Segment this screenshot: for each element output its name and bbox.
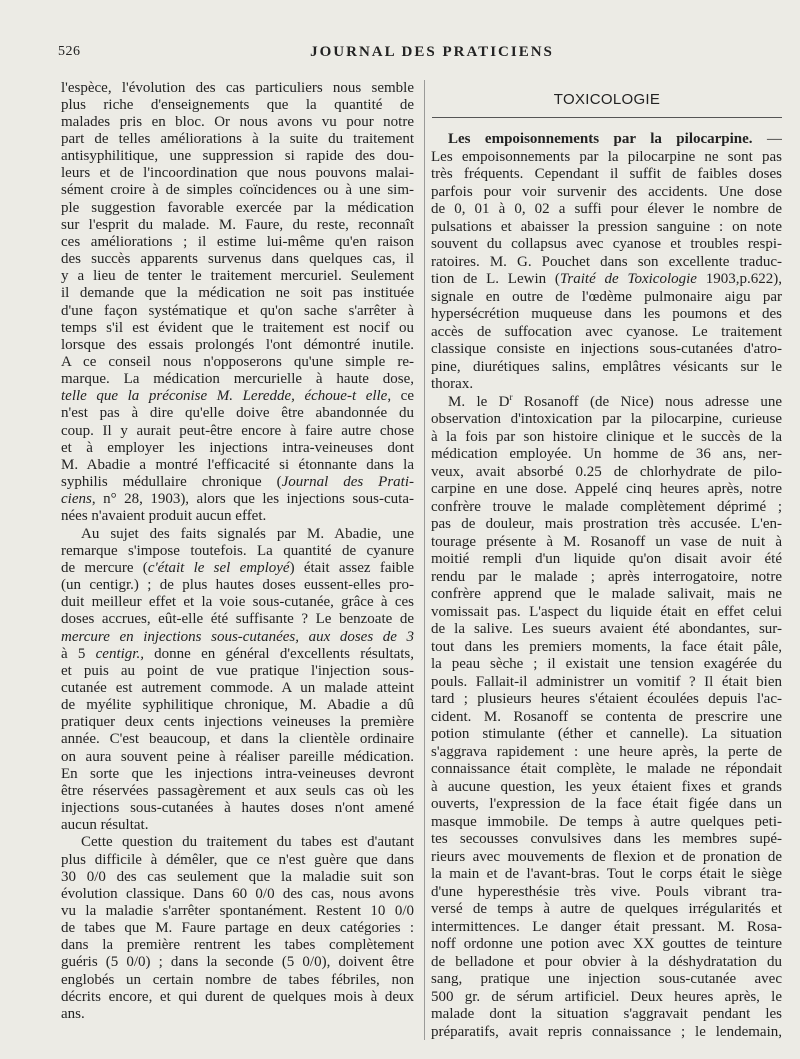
text-line: observation d'intoxication par la pilocarpine, curieuse <box>431 411 782 427</box>
text-line: ces améliorations ; il estime lui-même qu'en raison <box>61 233 414 250</box>
text-run: 1903,p.622), <box>696 271 782 287</box>
text-run: , n° 28, 1903), alors que les injections sous-cuta- <box>91 491 414 508</box>
text-line: pratiquer deux cents injections veineuses la première <box>61 714 414 731</box>
text-line: ouverts, l'expression de la face était figée dans un <box>431 796 782 812</box>
text-line: Cette question du traitement du tabes est d'autant <box>81 834 414 851</box>
text-line <box>61 388 414 405</box>
text-line: A ce conseil nous n'opposerons qu'une simple re- <box>61 354 414 370</box>
superscript: r <box>509 393 513 403</box>
text-line: accès de suffocation avec cyanose. Le traitement <box>431 323 782 340</box>
text-line: de la salive. Les sueurs avaient été abondantes, sur- <box>431 621 782 637</box>
text-line: intermittences. Le danger était pressant. M. Rosa- <box>431 918 782 935</box>
text-line <box>61 629 414 646</box>
text-line: la main et de l'avant-bras. Tout le corps était le siège <box>431 866 782 882</box>
text-line: d'une façon systématique et qu'on sache s'arrêter à <box>61 302 414 319</box>
text-line: ple suggestion favorable exercée par la médication <box>61 199 414 216</box>
text-line: cutanée est autrement commode. A un malade atteint <box>61 679 414 696</box>
text-line: hypersécrétion muqueuse dans les poumons et des <box>431 306 782 322</box>
text-line: et puis au point de vue pratique l'injection sous- <box>61 662 414 679</box>
text-line <box>61 474 414 491</box>
text-line: Les empoisonnements par la pilocarpine ne sont pas <box>431 148 782 165</box>
page-number: 526 <box>58 44 81 59</box>
text-line <box>431 131 782 149</box>
paragraph <box>61 834 414 1023</box>
text-line: injections sous-cutanées à hautes doses n'ont amené <box>61 800 414 817</box>
text-line: moitié rempli d'un liquide qu'on disait avoir été <box>431 551 782 567</box>
text-line: année. C'est beaucoup, et dans la clientèle ordinaire <box>61 731 414 748</box>
text-line: part de telles améliorations à la suite du traitement <box>61 130 414 147</box>
text-line <box>431 394 782 412</box>
text-line: parfois pour voir survenir des accidents. Une dose <box>431 183 782 200</box>
italic-text: telle que la préconise M. Leredde, échoue-t elle <box>61 388 388 405</box>
text-line: dans la première rentrent les tabes complètement <box>61 937 414 954</box>
text-line: tard ; plusieurs heures s'étaient écoulées depuis l'ac- <box>431 691 782 707</box>
text-line: remarque s'impose toutefois. La quantité de cyanure <box>61 542 414 559</box>
text-line: signale en outre de l'œdème pulmonaire aigu par <box>431 288 782 305</box>
text-line: à la fois par son histoire clinique et le succès de la <box>431 428 782 445</box>
column-divider <box>424 80 425 1040</box>
text-line: En sorte que les injections intra-veineuses devront <box>61 765 414 782</box>
italic-text: Journal des Prati- <box>281 474 414 491</box>
text-run: syphilis médullaire chronique ( <box>61 474 282 491</box>
text-line: (un centigr.) ; de plus hautes doses eussent-elles pro- <box>61 577 414 594</box>
text-line: Au sujet des faits signalés par M. Abadie, une <box>81 525 414 542</box>
text-line: classique consiste en injections sous-cutanées d'atro- <box>431 341 782 357</box>
paragraph <box>61 80 414 526</box>
text-line: coup. Il y aurait peut-être encore à faire autre chose <box>61 422 414 439</box>
text-line: à aucune question, les yeux étaient fixes et grands <box>431 778 782 795</box>
text-line: être réservées passagèrement et aux seuls cas où les <box>61 782 414 799</box>
paragraph <box>61 526 414 835</box>
text-line: leurs et de l'incoordination que nous pouvons malai- <box>61 165 414 182</box>
text-line: préparatifs, avait repris connaissance ; le lendemain, <box>431 1023 782 1040</box>
text-line: englobés un certain nombre de tabes fébriles, non <box>61 971 414 988</box>
text-line: l'espèce, l'évolution des cas particuliers nous semble <box>61 79 414 96</box>
bold-text: Les empoisonnements par la pilocarpine. <box>448 131 753 147</box>
text-line <box>61 491 414 508</box>
italic-text: c'était le sel employé <box>147 559 290 576</box>
text-line: de belladone et pour obvier à la déshydratation du <box>431 953 782 970</box>
text-line: s'aggrava rapidement : une heure après, la perte de <box>431 743 782 760</box>
text-line: masque immobile. De temps à autre quelques peti- <box>431 813 782 830</box>
text-line: versé de temps à autre de quelques irrégularités et <box>431 901 782 917</box>
text-line: la peau sèche ; il existait une tension exagérée du <box>431 656 782 672</box>
text-line: aucun résultat. <box>61 817 149 834</box>
text-line: pulsations et abaisser la pression sanguine : on note <box>431 218 782 235</box>
text-line: antisyphilitique, une suppression si rapide des dou- <box>61 148 414 165</box>
text-line: de 0, 01 à 0, 02 a suffi pour élever le nombre de <box>431 201 782 217</box>
text-line: pine, diurétiques salins, emplâtres vésicants sur le <box>431 358 782 375</box>
text-line: noff ordonne une potion avec XX gouttes de teinture <box>431 936 782 952</box>
text-line: 500 gr. de sérum artificiel. Deux heures après, le <box>431 988 782 1005</box>
text-line: cident. M. Rosanoff se contenta de prescrire une <box>431 708 782 725</box>
text-line <box>431 271 782 289</box>
text-line: carpine en une dose. Appelé cinq heures après, notre <box>431 481 782 497</box>
text-line: médication employée. Un homme de 36 ans, ner- <box>431 446 782 462</box>
text-run: de mercure ( <box>61 559 148 576</box>
text-line: pouls. Fallait-il administrer un vomitif ? Il était bien <box>431 673 782 690</box>
text-line: malades pris en bloc. Or nous avons vu pour notre <box>61 113 414 130</box>
text-run: donne en général d'excellents résultats, <box>143 645 414 662</box>
text-run: — <box>752 131 782 147</box>
text-run: M. le D <box>448 393 510 410</box>
text-line: plus riche d'enseignements que la quantité de <box>61 96 414 113</box>
text-line: guéris (5 0/0) ; dans la seconde (5 0/0), doivent être <box>61 954 414 971</box>
text-line: duit meilleur effet et la voie sous-cutanée, grâce à ces <box>61 594 414 611</box>
text-line: plus difficile à démêler, que ce n'est guère que dans <box>61 851 414 868</box>
text-line: de tabes que M. Faure partage en deux catégories : <box>61 920 414 937</box>
text-line: confrère trouve le malade complètement déprimé ; <box>431 498 782 515</box>
italic-text: mercure en injections sous-cutanées, aux doses de 3 <box>61 628 414 645</box>
text-line: M. Abadie a montré l'efficacité si étonnante dans la <box>61 456 414 473</box>
text-line: 30 0/0 des cas seulement que la maladie suit son <box>61 868 414 885</box>
italic-text: ciens <box>61 491 92 508</box>
italic-text: Traité de Toxicologie <box>559 271 697 287</box>
text-line: évolution classique. Dans 60 0/0 des cas, nous avons <box>61 885 414 902</box>
text-line: décrits encore, et qui durent de quelques mois à deux <box>61 988 414 1005</box>
text-line: lorsque des essais prolongés l'ont démontré inutile. <box>61 336 414 353</box>
text-run: tion de L. Lewin ( <box>431 271 560 287</box>
text-line: vomissait pas. L'aspect du liquide était en effet celui <box>431 603 782 620</box>
running-head-title: JOURNAL DES PRATICIENS <box>310 44 554 60</box>
left-column <box>61 80 414 1024</box>
text-line: il demande que la médication ne soit pas instituée <box>61 285 414 302</box>
text-line: d'une hyperesthésie très vive. Pouls vibrant tra- <box>431 883 782 900</box>
text-line: y a lieu de tenter le traitement mercuriel. Seulement <box>61 268 414 285</box>
text-line: nées n'avaient produit aucun effet. <box>61 508 267 525</box>
text-run: Rosanoff (de Nice) nous adresse une <box>512 393 782 410</box>
text-line: des succès apparents survenus dans quelques cas, il <box>61 251 414 268</box>
text-line: vu la maladie s'arrêter spontanément. Restent 10 0/0 <box>61 903 414 919</box>
text-line: veux, avait absorbé 0.25 de chlorhydrate de pilo- <box>431 463 782 480</box>
text-line: sang, pratique une injection sous-cutanée avec <box>431 971 782 987</box>
text-line: ratoires. M. G. Pouchet dans son excellente traduc- <box>431 253 782 270</box>
text-line: tes secousses convulsives dans les membres supé- <box>431 831 782 847</box>
italic-text: centigr., <box>95 645 144 662</box>
text-line <box>61 646 414 663</box>
text-line: rendu par le malade ; après interrogatoire, notre <box>431 568 782 585</box>
text-line: malade dont la situation s'aggravait pendant les <box>431 1006 782 1022</box>
text-line <box>61 560 414 577</box>
text-run: , ce <box>387 388 414 405</box>
text-line: et à employer les injections intra-veineuses dont <box>61 439 414 456</box>
text-run: ) était assez faible <box>289 559 414 576</box>
text-line: temps s'il est évident que le traitement est nocif ou <box>61 319 414 336</box>
text-line: connaissance était complète, le malade ne répondait <box>431 761 782 777</box>
text-line: souvent du collapsus avec cyanose et troubles respi- <box>431 236 782 252</box>
text-line: doses accrues, eût-elle été suffisante ? Le benzoate de <box>61 611 414 628</box>
text-line: tourage présente à M. Rosanoff un vase de nuit à <box>431 533 782 550</box>
text-line: tout dans les premiers moments, la face était pâle, <box>431 638 782 655</box>
text-run: à 5 <box>61 645 96 662</box>
text-line: de myélite syphilitique chronique, M. Abadie a dû <box>61 697 414 714</box>
text-line: ans. <box>61 1005 85 1022</box>
text-line: on aura souvent peine à réaliser pareille médication. <box>61 748 414 765</box>
text-line: confrère apprend que le malade salivait, mais ne <box>431 586 782 602</box>
text-line: marque. La médication mercurielle à haute dose, <box>61 371 414 388</box>
text-line: thorax. <box>431 376 474 392</box>
text-line: pas de douleur, mais prostration très accusée. L'en- <box>431 516 782 532</box>
section-heading: TOXICOLOGIE <box>432 89 782 118</box>
text-line: sur l'esprit du malade. M. Faure, du reste, reconnaît <box>61 216 414 233</box>
text-line: sément croire à de simples coïncidences ou à une sim- <box>61 182 414 199</box>
paragraph <box>431 394 782 1042</box>
paragraph <box>431 131 782 394</box>
right-column <box>431 131 782 1041</box>
text-line: potion stimulante (éther et cannelle). La situation <box>431 726 782 742</box>
text-line: très fréquents. Cependant il suffit de faibles doses <box>431 166 782 182</box>
text-line: rieurs avec mouvements de flexion et de pronation de <box>431 848 782 865</box>
text-line: n'est pas à dire qu'elle doive être abandonnée du <box>61 405 414 422</box>
